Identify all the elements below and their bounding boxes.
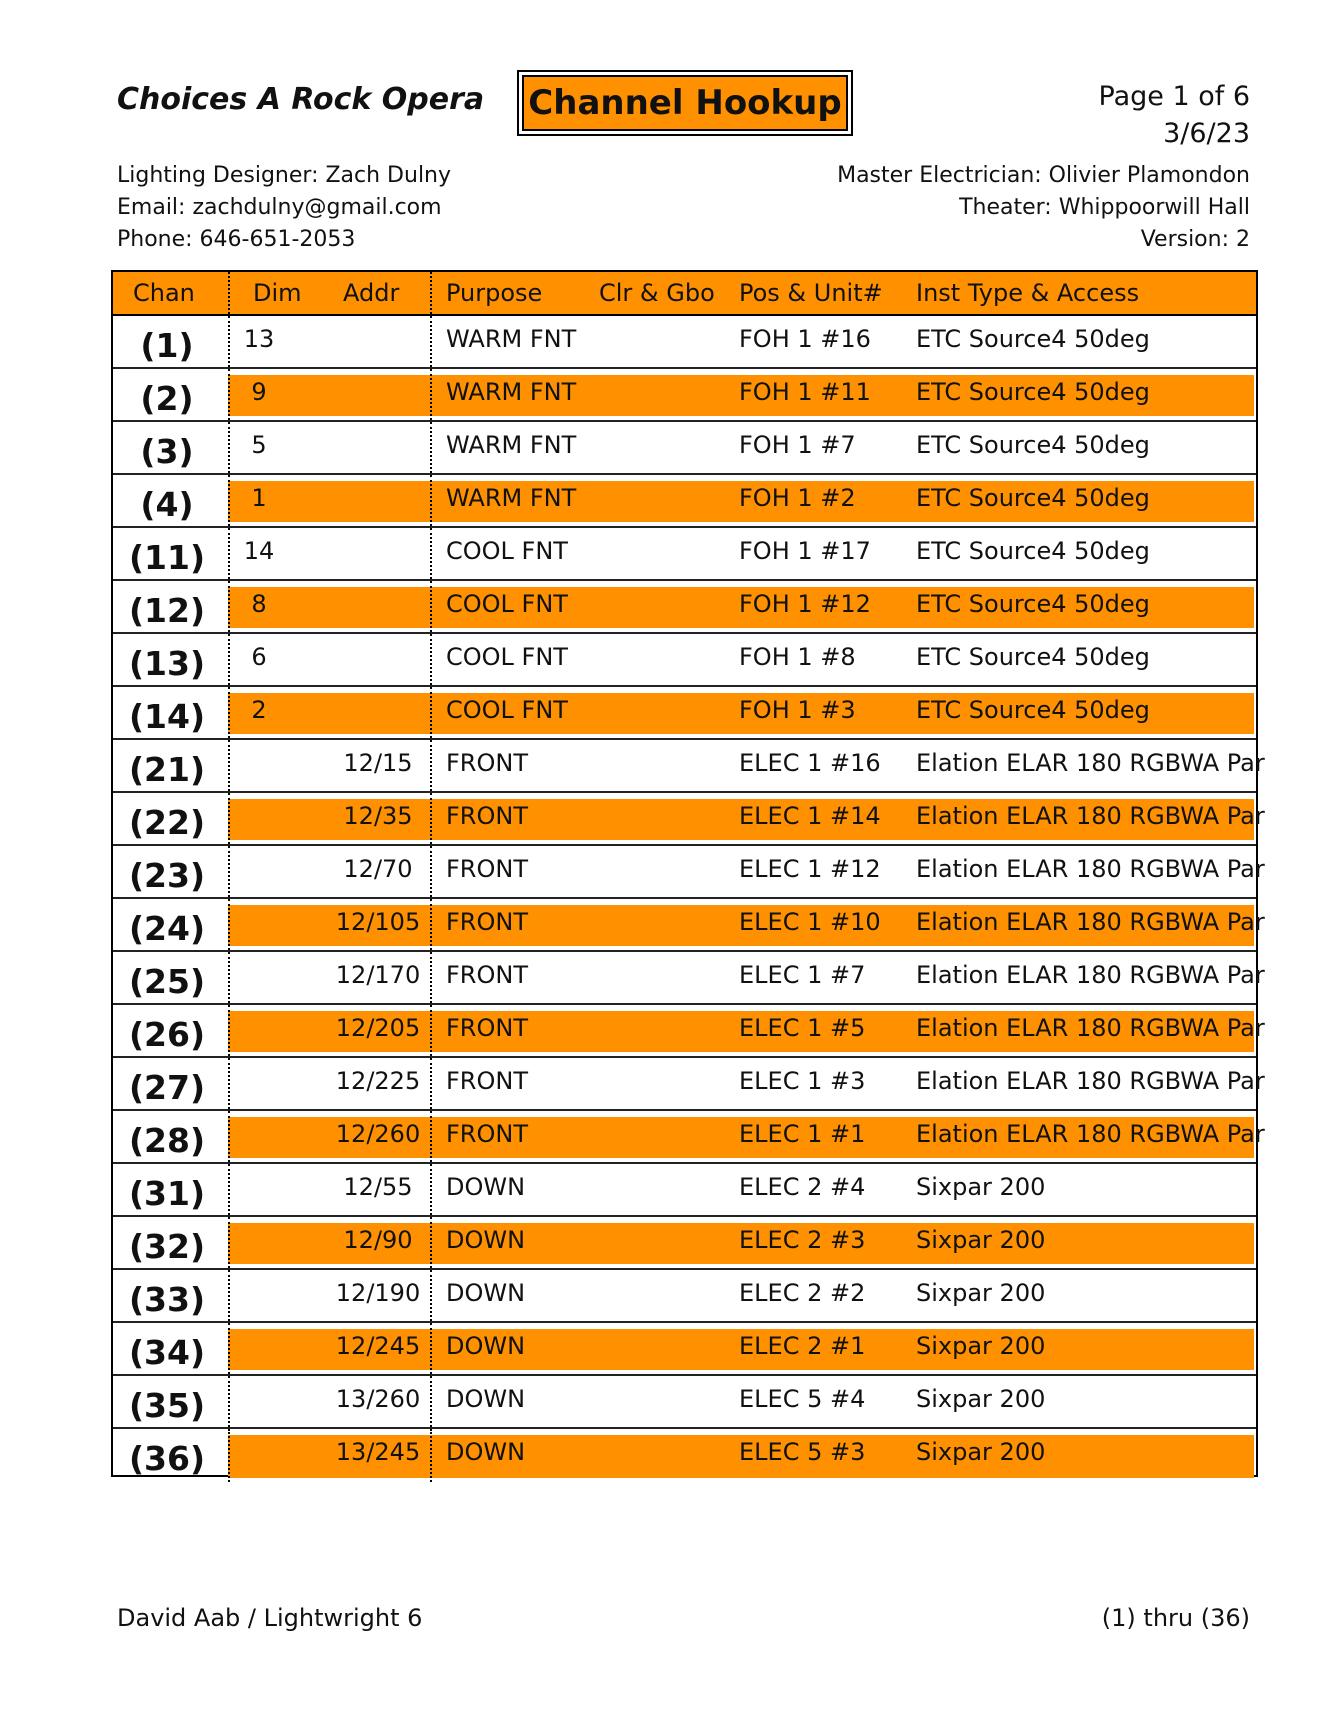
cell-purpose: COOL FNT — [446, 696, 568, 724]
column-divider — [228, 1376, 230, 1427]
table-row — [113, 316, 1256, 369]
report-title-box — [517, 70, 853, 136]
col-header-purpose: Purpose — [446, 279, 543, 307]
cell-channel: (27) — [128, 1068, 206, 1107]
cell-channel: (35) — [128, 1386, 206, 1425]
column-divider — [228, 1323, 230, 1374]
table-row — [113, 1270, 1256, 1323]
cell-purpose: FRONT — [446, 802, 528, 830]
table-row — [113, 581, 1256, 634]
table-row — [113, 1058, 1265, 1111]
column-divider — [228, 272, 230, 314]
cell-channel: (34) — [128, 1333, 206, 1372]
column-divider — [430, 581, 432, 632]
column-divider — [228, 581, 230, 632]
cell-position-unit: FOH 1 #16 — [739, 325, 871, 353]
cell-purpose: WARM FNT — [446, 431, 577, 459]
cell-address: 12/170 — [335, 961, 421, 989]
column-divider — [228, 1164, 230, 1215]
cell-purpose: DOWN — [446, 1438, 526, 1466]
column-divider — [228, 899, 230, 950]
table-body — [113, 316, 1265, 1478]
col-header-addr: Addr — [343, 279, 400, 307]
cell-dimmer: 14 — [243, 537, 275, 565]
cell-position-unit: ELEC 2 #2 — [739, 1279, 866, 1307]
cell-instrument-type: ETC Source4 50deg — [916, 696, 1150, 724]
cell-address: 12/55 — [343, 1173, 413, 1201]
cell-position-unit: ELEC 1 #10 — [739, 908, 881, 936]
table-row — [113, 528, 1256, 581]
cell-dimmer: 9 — [251, 378, 267, 406]
cell-purpose: COOL FNT — [446, 590, 568, 618]
cell-channel: (28) — [128, 1121, 206, 1160]
cell-purpose: FRONT — [446, 1014, 528, 1042]
column-divider — [228, 369, 230, 420]
cell-channel: (14) — [128, 697, 206, 736]
cell-purpose: FRONT — [446, 908, 528, 936]
production-info — [837, 160, 1250, 256]
cell-instrument-type: Sixpar 200 — [916, 1332, 1046, 1360]
column-divider — [228, 846, 230, 897]
cell-channel: (1) — [140, 326, 194, 365]
table-row — [113, 740, 1265, 793]
cell-position-unit: ELEC 5 #4 — [739, 1385, 866, 1413]
cell-instrument-type: ETC Source4 50deg — [916, 643, 1150, 671]
cell-address: 12/35 — [343, 802, 413, 830]
column-divider — [228, 1005, 230, 1056]
cell-channel: (22) — [128, 803, 206, 842]
cell-instrument-type: ETC Source4 50deg — [916, 431, 1150, 459]
page-number: Page 1 of 6 — [1098, 81, 1250, 112]
column-divider — [228, 740, 230, 791]
column-divider — [430, 316, 432, 367]
cell-channel: (25) — [128, 962, 206, 1001]
report-title: Channel Hookup — [522, 75, 848, 131]
footer-credit: David Aab / Lightwright 6 — [117, 1604, 423, 1632]
cell-position-unit: ELEC 1 #14 — [739, 802, 881, 830]
cell-position-unit: ELEC 1 #3 — [739, 1067, 866, 1095]
cell-purpose: WARM FNT — [446, 484, 577, 512]
column-divider — [228, 1270, 230, 1321]
column-divider — [228, 475, 230, 526]
cell-instrument-type: ETC Source4 50deg — [916, 537, 1150, 565]
table-row — [113, 475, 1256, 528]
cell-position-unit: FOH 1 #8 — [739, 643, 856, 671]
designer-email: Email: zachdulny@gmail.com — [117, 195, 442, 220]
cell-address: 12/70 — [343, 855, 413, 883]
table-row — [113, 1111, 1265, 1164]
cell-instrument-type: ETC Source4 50deg — [916, 378, 1150, 406]
cell-instrument-type: Sixpar 200 — [916, 1226, 1046, 1254]
cell-dimmer: 8 — [251, 590, 267, 618]
cell-purpose: FRONT — [446, 749, 528, 777]
cell-purpose: FRONT — [446, 855, 528, 883]
cell-instrument-type: Sixpar 200 — [916, 1279, 1046, 1307]
cell-channel: (21) — [128, 750, 206, 789]
column-divider — [228, 952, 230, 1003]
column-divider — [228, 793, 230, 844]
table-row — [113, 687, 1256, 740]
version: Version: 2 — [1140, 227, 1250, 252]
table-row — [113, 422, 1256, 475]
cell-instrument-type: ETC Source4 50deg — [916, 484, 1150, 512]
cell-channel: (36) — [128, 1439, 206, 1478]
lighting-designer: Lighting Designer: Zach Dulny — [117, 163, 452, 188]
column-divider — [430, 272, 432, 314]
column-divider — [228, 634, 230, 685]
cell-channel: (4) — [140, 485, 194, 524]
table-row — [113, 1376, 1256, 1429]
column-divider — [228, 1217, 230, 1268]
theater: Theater: Whippoorwill Hall — [959, 195, 1250, 220]
cell-position-unit: ELEC 2 #4 — [739, 1173, 866, 1201]
cell-purpose: DOWN — [446, 1332, 526, 1360]
cell-instrument-type: Elation ELAR 180 RGBWA Par — [916, 855, 1265, 883]
cell-address: 12/15 — [343, 749, 413, 777]
cell-address: 12/105 — [335, 908, 421, 936]
cell-purpose: COOL FNT — [446, 643, 568, 671]
cell-address: 13/260 — [335, 1385, 421, 1413]
cell-instrument-type: Elation ELAR 180 RGBWA Par — [916, 1120, 1265, 1148]
col-header-pos-unit: Pos & Unit# — [739, 279, 883, 307]
table-row — [113, 1429, 1256, 1482]
cell-instrument-type: Elation ELAR 180 RGBWA Par — [916, 1067, 1265, 1095]
cell-channel: (26) — [128, 1015, 206, 1054]
cell-dimmer: 2 — [251, 696, 267, 724]
col-header-inst-type: Inst Type & Access — [916, 279, 1140, 307]
designer-phone: Phone: 646-651-2053 — [117, 227, 356, 252]
table-row — [113, 634, 1256, 687]
column-divider — [430, 475, 432, 526]
column-divider — [430, 687, 432, 738]
cell-instrument-type: Elation ELAR 180 RGBWA Par — [916, 908, 1265, 936]
column-divider — [430, 634, 432, 685]
cell-instrument-type: Elation ELAR 180 RGBWA Par — [916, 802, 1265, 830]
cell-position-unit: ELEC 1 #7 — [739, 961, 866, 989]
cell-purpose: WARM FNT — [446, 378, 577, 406]
cell-address: 12/245 — [335, 1332, 421, 1360]
cell-position-unit: FOH 1 #17 — [739, 537, 871, 565]
report-date: 3/6/23 — [1163, 118, 1250, 149]
cell-purpose: FRONT — [446, 1120, 528, 1148]
cell-position-unit: FOH 1 #12 — [739, 590, 871, 618]
table-row — [113, 1005, 1265, 1058]
cell-purpose: DOWN — [446, 1385, 526, 1413]
cell-channel: (32) — [128, 1227, 206, 1266]
cell-position-unit: FOH 1 #7 — [739, 431, 856, 459]
cell-position-unit: ELEC 1 #1 — [739, 1120, 866, 1148]
cell-instrument-type: ETC Source4 50deg — [916, 325, 1150, 353]
cell-position-unit: ELEC 1 #5 — [739, 1014, 866, 1042]
cell-dimmer: 13 — [243, 325, 275, 353]
column-divider — [430, 422, 432, 473]
table-header — [113, 272, 1256, 316]
table-row — [113, 846, 1265, 899]
cell-dimmer: 5 — [251, 431, 267, 459]
cell-position-unit: ELEC 2 #3 — [739, 1226, 866, 1254]
column-divider — [228, 316, 230, 367]
cell-instrument-type: ETC Source4 50deg — [916, 590, 1150, 618]
cell-position-unit: ELEC 2 #1 — [739, 1332, 866, 1360]
col-header-dim: Dim — [253, 279, 302, 307]
cell-position-unit: FOH 1 #2 — [739, 484, 856, 512]
column-divider — [228, 1429, 230, 1482]
cell-purpose: COOL FNT — [446, 537, 568, 565]
cell-purpose: FRONT — [446, 961, 528, 989]
table-row — [113, 369, 1256, 422]
show-title: Choices A Rock Opera — [117, 82, 485, 117]
cell-purpose: DOWN — [446, 1279, 526, 1307]
cell-purpose: DOWN — [446, 1173, 526, 1201]
cell-channel: (31) — [128, 1174, 206, 1213]
table-row — [113, 793, 1265, 846]
cell-position-unit: ELEC 1 #12 — [739, 855, 881, 883]
cell-position-unit: FOH 1 #3 — [739, 696, 856, 724]
col-header-color-gobo: Clr & Gbo — [599, 279, 715, 307]
cell-purpose: DOWN — [446, 1226, 526, 1254]
cell-address: 13/245 — [335, 1438, 421, 1466]
cell-instrument-type: Sixpar 200 — [916, 1438, 1046, 1466]
cell-instrument-type: Sixpar 200 — [916, 1385, 1046, 1413]
cell-instrument-type: Elation ELAR 180 RGBWA Par — [916, 749, 1265, 777]
cell-position-unit: ELEC 1 #16 — [739, 749, 881, 777]
cell-channel: (23) — [128, 856, 206, 895]
cell-position-unit: FOH 1 #11 — [739, 378, 871, 406]
table-row — [113, 1323, 1256, 1376]
cell-channel: (2) — [140, 379, 194, 418]
cell-dimmer: 1 — [251, 484, 267, 512]
table-row — [113, 1164, 1256, 1217]
column-divider — [228, 528, 230, 579]
cell-purpose: WARM FNT — [446, 325, 577, 353]
column-divider — [228, 1058, 230, 1109]
column-divider — [430, 369, 432, 420]
cell-instrument-type: Elation ELAR 180 RGBWA Par — [916, 1014, 1265, 1042]
column-divider — [430, 528, 432, 579]
cell-dimmer: 6 — [251, 643, 267, 671]
column-divider — [228, 1111, 230, 1162]
cell-channel: (24) — [128, 909, 206, 948]
cell-address: 12/260 — [335, 1120, 421, 1148]
column-divider — [228, 687, 230, 738]
cell-channel: (13) — [128, 644, 206, 683]
cell-address: 12/90 — [343, 1226, 413, 1254]
cell-position-unit: ELEC 5 #3 — [739, 1438, 866, 1466]
cell-address: 12/225 — [335, 1067, 421, 1095]
channel-hookup-table — [111, 270, 1265, 1478]
footer-range: (1) thru (36) — [1101, 1604, 1250, 1632]
designer-info — [117, 160, 451, 256]
cell-instrument-type: Elation ELAR 180 RGBWA Par — [916, 961, 1265, 989]
table-row — [113, 899, 1265, 952]
col-header-chan: Chan — [133, 279, 195, 307]
page-info — [1099, 78, 1251, 152]
cell-channel: (12) — [128, 591, 206, 630]
column-divider — [228, 422, 230, 473]
cell-address: 12/205 — [335, 1014, 421, 1042]
cell-channel: (3) — [140, 432, 194, 471]
cell-channel: (11) — [128, 538, 206, 577]
master-electrician: Master Electrician: Olivier Plamondon — [837, 163, 1250, 188]
cell-purpose: FRONT — [446, 1067, 528, 1095]
table-row — [113, 952, 1265, 1005]
cell-instrument-type: Sixpar 200 — [916, 1173, 1046, 1201]
cell-channel: (33) — [128, 1280, 206, 1319]
cell-address: 12/190 — [335, 1279, 421, 1307]
table-row — [113, 1217, 1256, 1270]
